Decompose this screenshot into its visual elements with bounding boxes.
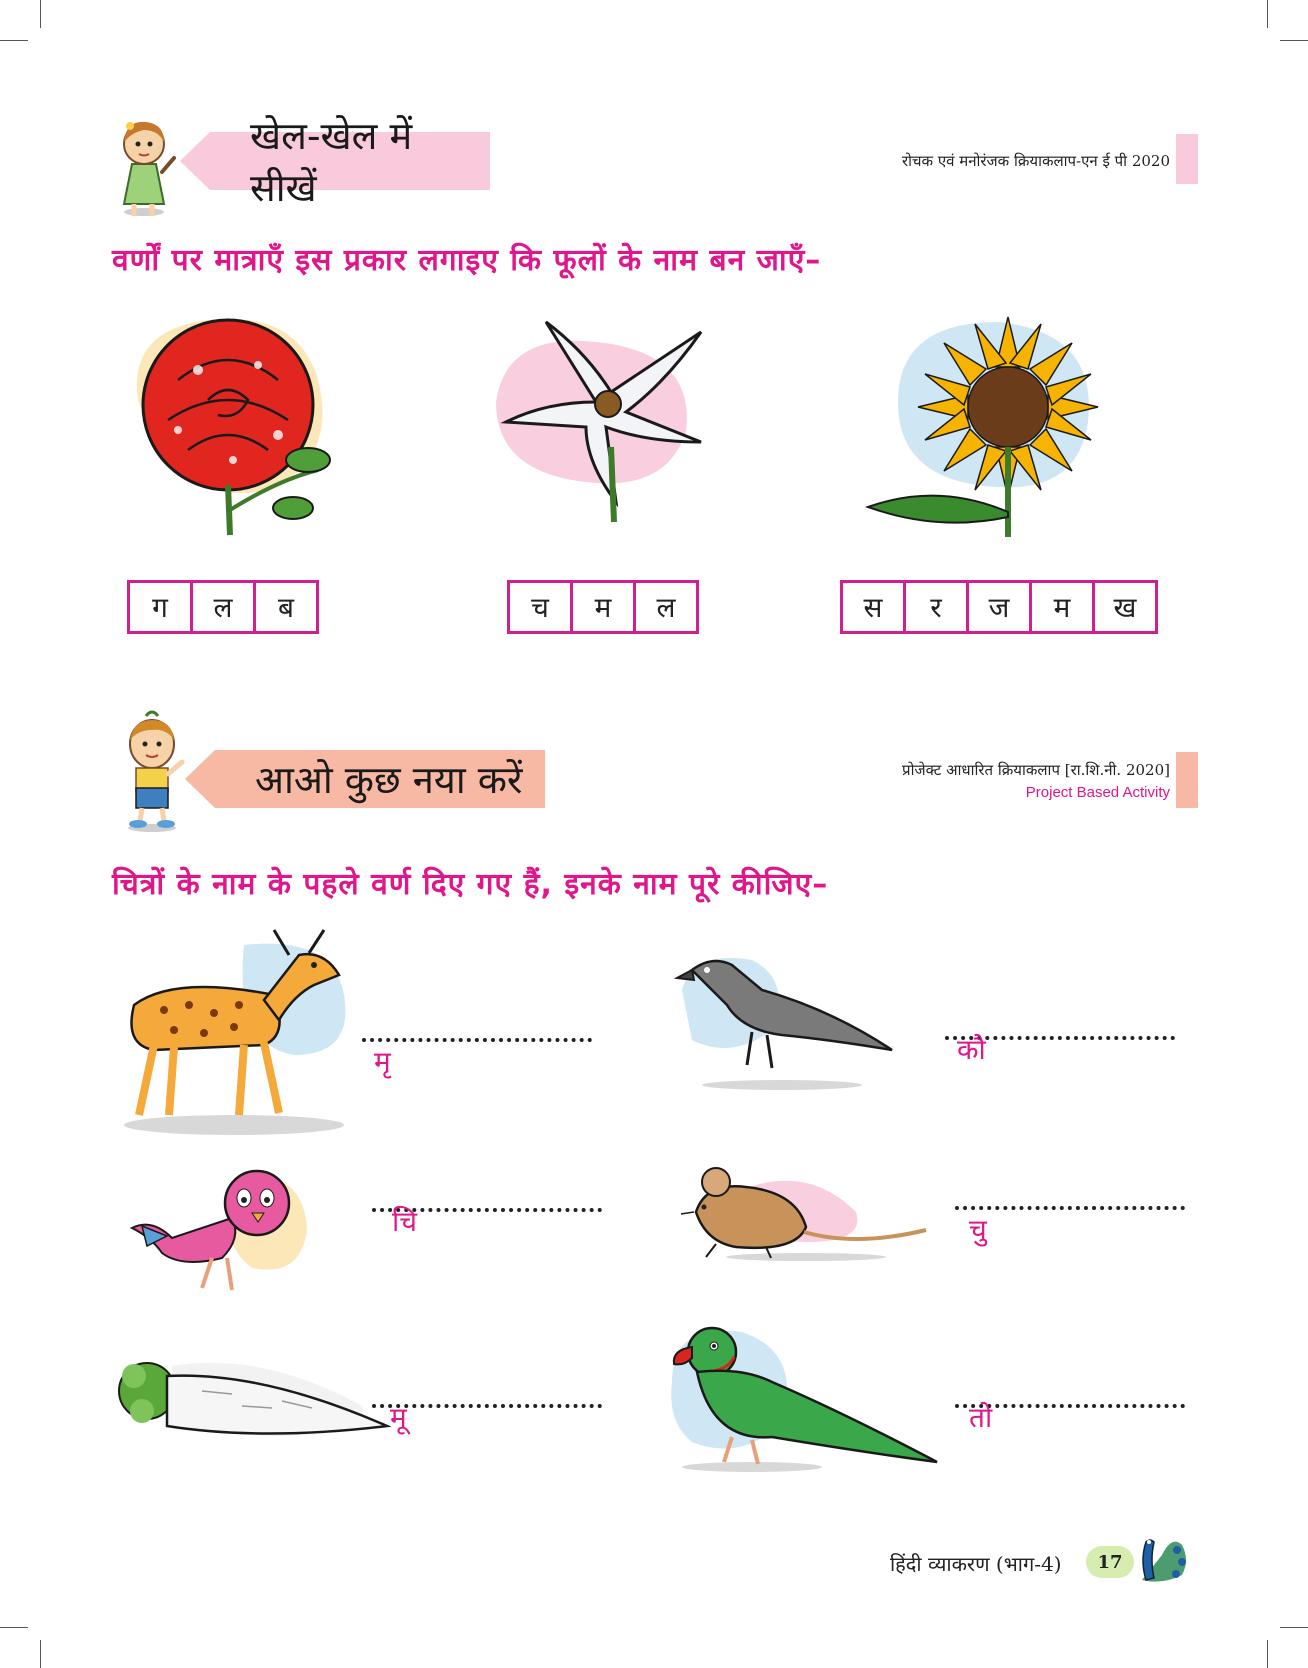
letter-cell: ल bbox=[656, 591, 676, 624]
section1-banner bbox=[210, 114, 490, 210]
mouse-illustration bbox=[676, 1152, 936, 1262]
section1-banner-title: खेल-खेल में सीखें bbox=[250, 114, 413, 210]
answer-first-letter: मू bbox=[390, 1401, 407, 1434]
bird-illustration bbox=[132, 1158, 312, 1298]
section2-banner-title: आओ कुछ नया करें bbox=[255, 758, 523, 802]
jasmine-illustration bbox=[486, 312, 716, 532]
crop-mark bbox=[1280, 1627, 1308, 1628]
dotted-line bbox=[955, 1206, 1185, 1210]
section1-instruction: वर्णों पर मात्राएँ इस प्रकार लगाइए कि फूलों के नाम बन जाएँ– bbox=[112, 243, 822, 278]
letter-cell: ब bbox=[278, 591, 294, 624]
section2-instruction: चित्रों के नाम के पहले वर्ण दिए गए हैं, इनके नाम पूरे कीजिए– bbox=[112, 867, 829, 902]
page-number-text: 17 bbox=[1097, 1551, 1123, 1573]
section1-side-tag bbox=[1176, 134, 1198, 184]
letter-cell: ल bbox=[193, 583, 256, 631]
letter-cell: र bbox=[906, 583, 969, 631]
answer-first-letter: मृ bbox=[374, 1045, 391, 1078]
radish-illustration bbox=[112, 1346, 392, 1456]
answer-line[interactable] bbox=[362, 1038, 592, 1082]
flower-letter-box bbox=[507, 580, 699, 634]
answer-line[interactable] bbox=[372, 1205, 602, 1252]
letter-cell: म bbox=[573, 583, 636, 631]
answer-line[interactable] bbox=[955, 1206, 1185, 1250]
letter-cell: ग bbox=[130, 583, 193, 631]
answer-first-letter: तो bbox=[969, 1401, 993, 1434]
section2-side-tag bbox=[1176, 752, 1198, 808]
section2-meta bbox=[750, 760, 1170, 801]
letter-cell: ख bbox=[1113, 591, 1137, 624]
dotted-line bbox=[362, 1038, 592, 1042]
section2-banner bbox=[215, 750, 545, 808]
answer-first-letter: चु bbox=[969, 1213, 987, 1246]
crop-mark bbox=[1280, 40, 1308, 41]
crop-mark bbox=[40, 0, 41, 28]
page-number bbox=[1086, 1546, 1134, 1578]
letter-cell: म bbox=[1032, 583, 1095, 631]
crop-mark bbox=[0, 1627, 28, 1628]
letter-cell: ज bbox=[969, 583, 1032, 631]
section2-meta-hindi: प्रोजेक्ट आधारित क्रियाकलाप [रा.शि.नी. 2020] bbox=[902, 761, 1170, 779]
section1-meta: रोचक एवं मनोरंजक क्रियाकलाप-एन ई पी 2020 bbox=[902, 152, 1170, 170]
flower-letter-box bbox=[127, 580, 319, 634]
section2-meta-english: Project Based Activity bbox=[1025, 784, 1170, 801]
letter-cell: स bbox=[843, 583, 906, 631]
rose-illustration bbox=[118, 310, 358, 540]
book-title: हिंदी व्याकरण (भाग-4) bbox=[890, 1552, 1062, 1576]
answer-line[interactable] bbox=[372, 1401, 602, 1448]
sunflower-illustration bbox=[858, 312, 1128, 547]
boy-mascot-icon bbox=[116, 710, 196, 835]
deer-illustration bbox=[114, 925, 354, 1125]
parrot-illustration bbox=[662, 1322, 942, 1472]
answer-first-letter: चि bbox=[392, 1205, 418, 1238]
answer-line[interactable] bbox=[955, 1401, 1185, 1448]
crop-mark bbox=[0, 40, 28, 41]
crop-mark bbox=[40, 1640, 41, 1668]
crop-mark bbox=[1267, 1640, 1268, 1668]
answer-first-letter: कौ bbox=[957, 1033, 986, 1066]
letter-cell: च bbox=[510, 583, 573, 631]
crop-mark bbox=[1267, 0, 1268, 28]
peacock-icon bbox=[1132, 1530, 1192, 1590]
answer-line[interactable] bbox=[945, 1033, 1175, 1080]
crow-illustration bbox=[672, 950, 902, 1090]
flower-letter-box bbox=[840, 580, 1158, 634]
